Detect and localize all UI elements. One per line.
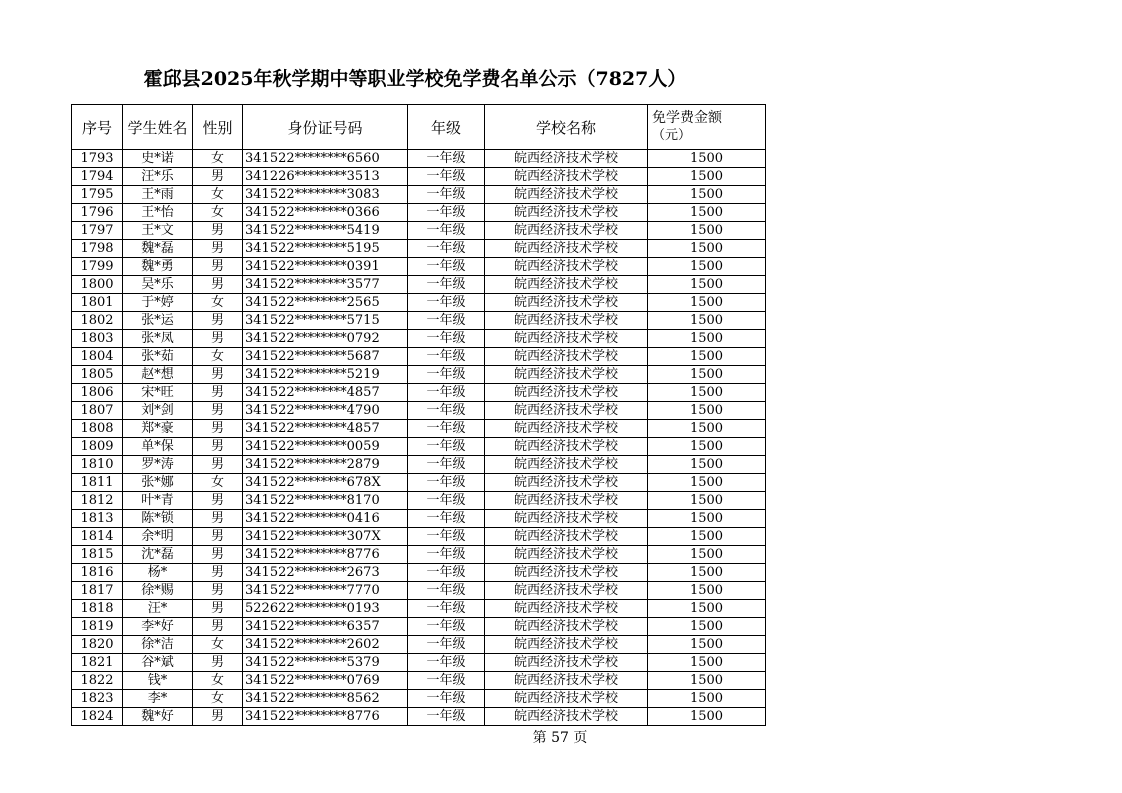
cell-grade: 一年级 — [408, 204, 485, 222]
table-row — [72, 204, 766, 222]
cell-gender: 男 — [193, 456, 243, 474]
cell-id-number: 341522********5419 — [243, 222, 408, 240]
cell-id-number: 341522********307X — [243, 528, 408, 546]
table-row — [72, 510, 766, 528]
cell-amount: 1500 — [648, 348, 766, 366]
cell-seq: 1793 — [72, 150, 123, 168]
table-row — [72, 654, 766, 672]
header-school: 学校名称 — [485, 105, 648, 150]
cell-seq: 1823 — [72, 690, 123, 708]
cell-amount: 1500 — [648, 510, 766, 528]
cell-amount: 1500 — [648, 312, 766, 330]
cell-amount: 1500 — [648, 240, 766, 258]
table-row — [72, 456, 766, 474]
cell-amount: 1500 — [648, 150, 766, 168]
cell-gender: 男 — [193, 420, 243, 438]
header-amount-unit: （元） — [652, 128, 692, 143]
cell-school: 皖西经济技术学校 — [485, 546, 648, 564]
cell-id-number: 522622********0193 — [243, 600, 408, 618]
cell-gender: 男 — [193, 312, 243, 330]
table-row — [72, 618, 766, 636]
cell-id-number: 341522********5687 — [243, 348, 408, 366]
table-row — [72, 222, 766, 240]
cell-student-name: 魏*好 — [123, 708, 193, 726]
cell-id-number: 341522********4790 — [243, 402, 408, 420]
cell-gender: 男 — [193, 546, 243, 564]
cell-gender: 男 — [193, 564, 243, 582]
cell-amount: 1500 — [648, 528, 766, 546]
cell-student-name: 徐*赐 — [123, 582, 193, 600]
cell-school: 皖西经济技术学校 — [485, 618, 648, 636]
cell-seq: 1820 — [72, 636, 123, 654]
cell-seq: 1822 — [72, 672, 123, 690]
cell-id-number: 341522********0792 — [243, 330, 408, 348]
cell-id-number: 341522********4857 — [243, 420, 408, 438]
cell-seq: 1806 — [72, 384, 123, 402]
cell-seq: 1794 — [72, 168, 123, 186]
cell-seq: 1801 — [72, 294, 123, 312]
student-roster-table — [71, 104, 766, 726]
cell-seq: 1797 — [72, 222, 123, 240]
cell-seq: 1796 — [72, 204, 123, 222]
table-row — [72, 258, 766, 276]
cell-student-name: 王*怡 — [123, 204, 193, 222]
cell-school: 皖西经济技术学校 — [485, 186, 648, 204]
cell-grade: 一年级 — [408, 456, 485, 474]
cell-seq: 1795 — [72, 186, 123, 204]
table-row — [72, 690, 766, 708]
table-row — [72, 150, 766, 168]
cell-student-name: 于*婷 — [123, 294, 193, 312]
cell-id-number: 341522********2602 — [243, 636, 408, 654]
cell-amount: 1500 — [648, 546, 766, 564]
cell-grade: 一年级 — [408, 312, 485, 330]
cell-amount: 1500 — [648, 654, 766, 672]
page-title: 霍邱县2025年秋学期中等职业学校免学费名单公示（7827人） — [143, 68, 687, 90]
cell-gender: 男 — [193, 510, 243, 528]
cell-grade: 一年级 — [408, 150, 485, 168]
cell-seq: 1824 — [72, 708, 123, 726]
cell-grade: 一年级 — [408, 294, 485, 312]
cell-school: 皖西经济技术学校 — [485, 240, 648, 258]
cell-id-number: 341522********8776 — [243, 708, 408, 726]
cell-school: 皖西经济技术学校 — [485, 564, 648, 582]
cell-seq: 1817 — [72, 582, 123, 600]
cell-seq: 1805 — [72, 366, 123, 384]
cell-gender: 男 — [193, 402, 243, 420]
cell-grade: 一年级 — [408, 492, 485, 510]
cell-gender: 女 — [193, 690, 243, 708]
cell-grade: 一年级 — [408, 636, 485, 654]
cell-student-name: 钱* — [123, 672, 193, 690]
cell-grade: 一年级 — [408, 258, 485, 276]
cell-school: 皖西经济技术学校 — [485, 294, 648, 312]
cell-grade: 一年级 — [408, 276, 485, 294]
table-row — [72, 294, 766, 312]
cell-id-number: 341522********8776 — [243, 546, 408, 564]
cell-gender: 男 — [193, 366, 243, 384]
cell-gender: 男 — [193, 276, 243, 294]
cell-id-number: 341522********0769 — [243, 672, 408, 690]
cell-gender: 女 — [193, 204, 243, 222]
cell-id-number: 341522********5379 — [243, 654, 408, 672]
cell-id-number: 341522********7770 — [243, 582, 408, 600]
cell-grade: 一年级 — [408, 474, 485, 492]
cell-school: 皖西经济技术学校 — [485, 366, 648, 384]
cell-grade: 一年级 — [408, 708, 485, 726]
table-row — [72, 312, 766, 330]
cell-seq: 1799 — [72, 258, 123, 276]
cell-school: 皖西经济技术学校 — [485, 276, 648, 294]
cell-seq: 1802 — [72, 312, 123, 330]
cell-amount: 1500 — [648, 582, 766, 600]
header-id: 身份证号码 — [243, 105, 408, 150]
cell-gender: 女 — [193, 348, 243, 366]
cell-school: 皖西经济技术学校 — [485, 636, 648, 654]
cell-seq: 1808 — [72, 420, 123, 438]
cell-gender: 女 — [193, 474, 243, 492]
cell-student-name: 徐*洁 — [123, 636, 193, 654]
cell-amount: 1500 — [648, 168, 766, 186]
table-row — [72, 330, 766, 348]
cell-amount: 1500 — [648, 672, 766, 690]
header-seq: 序号 — [72, 105, 123, 150]
cell-school: 皖西经济技术学校 — [485, 672, 648, 690]
cell-student-name: 赵*想 — [123, 366, 193, 384]
cell-id-number: 341522********3577 — [243, 276, 408, 294]
cell-school: 皖西经济技术学校 — [485, 528, 648, 546]
cell-grade: 一年级 — [408, 348, 485, 366]
cell-gender: 男 — [193, 222, 243, 240]
cell-seq: 1803 — [72, 330, 123, 348]
table-header — [72, 105, 766, 150]
cell-grade: 一年级 — [408, 654, 485, 672]
cell-grade: 一年级 — [408, 438, 485, 456]
cell-gender: 女 — [193, 672, 243, 690]
cell-student-name: 史*诺 — [123, 150, 193, 168]
cell-gender: 男 — [193, 258, 243, 276]
cell-grade: 一年级 — [408, 528, 485, 546]
cell-amount: 1500 — [648, 222, 766, 240]
table-row — [72, 438, 766, 456]
cell-amount: 1500 — [648, 186, 766, 204]
cell-school: 皖西经济技术学校 — [485, 708, 648, 726]
table-row — [72, 600, 766, 618]
cell-student-name: 单*保 — [123, 438, 193, 456]
cell-amount: 1500 — [648, 708, 766, 726]
cell-school: 皖西经济技术学校 — [485, 348, 648, 366]
cell-seq: 1800 — [72, 276, 123, 294]
cell-amount: 1500 — [648, 690, 766, 708]
cell-school: 皖西经济技术学校 — [485, 150, 648, 168]
cell-grade: 一年级 — [408, 420, 485, 438]
cell-student-name: 郑*豪 — [123, 420, 193, 438]
cell-grade: 一年级 — [408, 384, 485, 402]
header-name: 学生姓名 — [123, 105, 193, 150]
cell-gender: 男 — [193, 168, 243, 186]
cell-grade: 一年级 — [408, 240, 485, 258]
cell-amount: 1500 — [648, 618, 766, 636]
cell-amount: 1500 — [648, 564, 766, 582]
cell-gender: 男 — [193, 330, 243, 348]
cell-id-number: 341522********3083 — [243, 186, 408, 204]
cell-seq: 1819 — [72, 618, 123, 636]
cell-amount: 1500 — [648, 204, 766, 222]
cell-gender: 女 — [193, 636, 243, 654]
cell-school: 皖西经济技术学校 — [485, 456, 648, 474]
cell-seq: 1821 — [72, 654, 123, 672]
cell-student-name: 李*好 — [123, 618, 193, 636]
cell-grade: 一年级 — [408, 564, 485, 582]
cell-gender: 男 — [193, 492, 243, 510]
table-row — [72, 474, 766, 492]
table-row — [72, 348, 766, 366]
cell-seq: 1811 — [72, 474, 123, 492]
cell-school: 皖西经济技术学校 — [485, 654, 648, 672]
table-row — [72, 582, 766, 600]
cell-grade: 一年级 — [408, 168, 485, 186]
cell-student-name: 张*娜 — [123, 474, 193, 492]
cell-gender: 男 — [193, 654, 243, 672]
cell-grade: 一年级 — [408, 402, 485, 420]
cell-student-name: 魏*勇 — [123, 258, 193, 276]
cell-id-number: 341522********6560 — [243, 150, 408, 168]
cell-school: 皖西经济技术学校 — [485, 330, 648, 348]
cell-amount: 1500 — [648, 492, 766, 510]
cell-id-number: 341522********2565 — [243, 294, 408, 312]
cell-student-name: 谷*斌 — [123, 654, 193, 672]
cell-amount: 1500 — [648, 276, 766, 294]
table-row — [72, 240, 766, 258]
table-row — [72, 708, 766, 726]
cell-gender: 男 — [193, 240, 243, 258]
cell-gender: 女 — [193, 186, 243, 204]
cell-seq: 1813 — [72, 510, 123, 528]
table-row — [72, 636, 766, 654]
cell-school: 皖西经济技术学校 — [485, 312, 648, 330]
table-row — [72, 186, 766, 204]
cell-school: 皖西经济技术学校 — [485, 420, 648, 438]
cell-school: 皖西经济技术学校 — [485, 258, 648, 276]
cell-gender: 男 — [193, 438, 243, 456]
cell-student-name: 张*凤 — [123, 330, 193, 348]
cell-amount: 1500 — [648, 366, 766, 384]
cell-seq: 1798 — [72, 240, 123, 258]
cell-seq: 1807 — [72, 402, 123, 420]
cell-seq: 1804 — [72, 348, 123, 366]
table-row — [72, 564, 766, 582]
cell-id-number: 341522********5715 — [243, 312, 408, 330]
cell-id-number: 341522********2879 — [243, 456, 408, 474]
cell-amount: 1500 — [648, 474, 766, 492]
cell-student-name: 余*明 — [123, 528, 193, 546]
cell-grade: 一年级 — [408, 582, 485, 600]
cell-grade: 一年级 — [408, 546, 485, 564]
header-gender: 性别 — [193, 105, 243, 150]
cell-seq: 1809 — [72, 438, 123, 456]
cell-id-number: 341522********0416 — [243, 510, 408, 528]
cell-student-name: 杨* — [123, 564, 193, 582]
cell-id-number: 341522********5195 — [243, 240, 408, 258]
cell-amount: 1500 — [648, 402, 766, 420]
cell-student-name: 魏*磊 — [123, 240, 193, 258]
table-row — [72, 492, 766, 510]
cell-id-number: 341522********4857 — [243, 384, 408, 402]
header-row — [72, 105, 766, 150]
cell-grade: 一年级 — [408, 222, 485, 240]
cell-student-name: 汪*乐 — [123, 168, 193, 186]
cell-amount: 1500 — [648, 636, 766, 654]
cell-id-number: 341522********5219 — [243, 366, 408, 384]
cell-seq: 1816 — [72, 564, 123, 582]
page-number: 第 57 页 — [532, 730, 588, 746]
cell-seq: 1815 — [72, 546, 123, 564]
cell-student-name: 陈*锁 — [123, 510, 193, 528]
cell-seq: 1818 — [72, 600, 123, 618]
cell-amount: 1500 — [648, 600, 766, 618]
cell-student-name: 叶*青 — [123, 492, 193, 510]
header-grade: 年级 — [408, 105, 485, 150]
cell-school: 皖西经济技术学校 — [485, 510, 648, 528]
cell-gender: 男 — [193, 384, 243, 402]
cell-student-name: 刘*剑 — [123, 402, 193, 420]
cell-grade: 一年级 — [408, 366, 485, 384]
table-row — [72, 528, 766, 546]
cell-school: 皖西经济技术学校 — [485, 582, 648, 600]
cell-student-name: 沈*磊 — [123, 546, 193, 564]
cell-grade: 一年级 — [408, 186, 485, 204]
cell-school: 皖西经济技术学校 — [485, 600, 648, 618]
table-row — [72, 546, 766, 564]
table-body — [72, 150, 766, 726]
cell-id-number: 341522********0059 — [243, 438, 408, 456]
cell-seq: 1812 — [72, 492, 123, 510]
cell-gender: 男 — [193, 708, 243, 726]
cell-grade: 一年级 — [408, 510, 485, 528]
cell-school: 皖西经济技术学校 — [485, 384, 648, 402]
cell-amount: 1500 — [648, 438, 766, 456]
table-row — [72, 384, 766, 402]
cell-student-name: 宋*旺 — [123, 384, 193, 402]
cell-grade: 一年级 — [408, 330, 485, 348]
cell-gender: 女 — [193, 150, 243, 168]
cell-amount: 1500 — [648, 294, 766, 312]
cell-id-number: 341522********678X — [243, 474, 408, 492]
cell-seq: 1814 — [72, 528, 123, 546]
cell-gender: 男 — [193, 528, 243, 546]
cell-student-name: 汪* — [123, 600, 193, 618]
cell-amount: 1500 — [648, 258, 766, 276]
cell-id-number: 341522********0391 — [243, 258, 408, 276]
table-row — [72, 168, 766, 186]
cell-student-name: 罗*涛 — [123, 456, 193, 474]
cell-gender: 女 — [193, 294, 243, 312]
cell-school: 皖西经济技术学校 — [485, 204, 648, 222]
table-row — [72, 366, 766, 384]
cell-student-name: 王*雨 — [123, 186, 193, 204]
cell-amount: 1500 — [648, 384, 766, 402]
cell-gender: 男 — [193, 618, 243, 636]
header-amount-label: 免学费金额 — [652, 110, 722, 126]
cell-id-number: 341522********6357 — [243, 618, 408, 636]
cell-school: 皖西经济技术学校 — [485, 402, 648, 420]
cell-id-number: 341226********3513 — [243, 168, 408, 186]
table-row — [72, 276, 766, 294]
cell-amount: 1500 — [648, 456, 766, 474]
cell-grade: 一年级 — [408, 600, 485, 618]
cell-gender: 男 — [193, 582, 243, 600]
table-row — [72, 420, 766, 438]
cell-id-number: 341522********2673 — [243, 564, 408, 582]
cell-student-name: 王*文 — [123, 222, 193, 240]
cell-seq: 1810 — [72, 456, 123, 474]
cell-gender: 男 — [193, 600, 243, 618]
cell-school: 皖西经济技术学校 — [485, 474, 648, 492]
cell-school: 皖西经济技术学校 — [485, 222, 648, 240]
cell-school: 皖西经济技术学校 — [485, 492, 648, 510]
header-amount — [648, 105, 766, 150]
table-row — [72, 672, 766, 690]
cell-grade: 一年级 — [408, 618, 485, 636]
cell-id-number: 341522********8170 — [243, 492, 408, 510]
cell-school: 皖西经济技术学校 — [485, 438, 648, 456]
cell-amount: 1500 — [648, 330, 766, 348]
cell-id-number: 341522********8562 — [243, 690, 408, 708]
cell-student-name: 李* — [123, 690, 193, 708]
cell-amount: 1500 — [648, 420, 766, 438]
cell-school: 皖西经济技术学校 — [485, 168, 648, 186]
cell-grade: 一年级 — [408, 672, 485, 690]
cell-grade: 一年级 — [408, 690, 485, 708]
cell-id-number: 341522********0366 — [243, 204, 408, 222]
cell-school: 皖西经济技术学校 — [485, 690, 648, 708]
cell-student-name: 张*茹 — [123, 348, 193, 366]
cell-student-name: 张*运 — [123, 312, 193, 330]
table-row — [72, 402, 766, 420]
cell-student-name: 吴*乐 — [123, 276, 193, 294]
